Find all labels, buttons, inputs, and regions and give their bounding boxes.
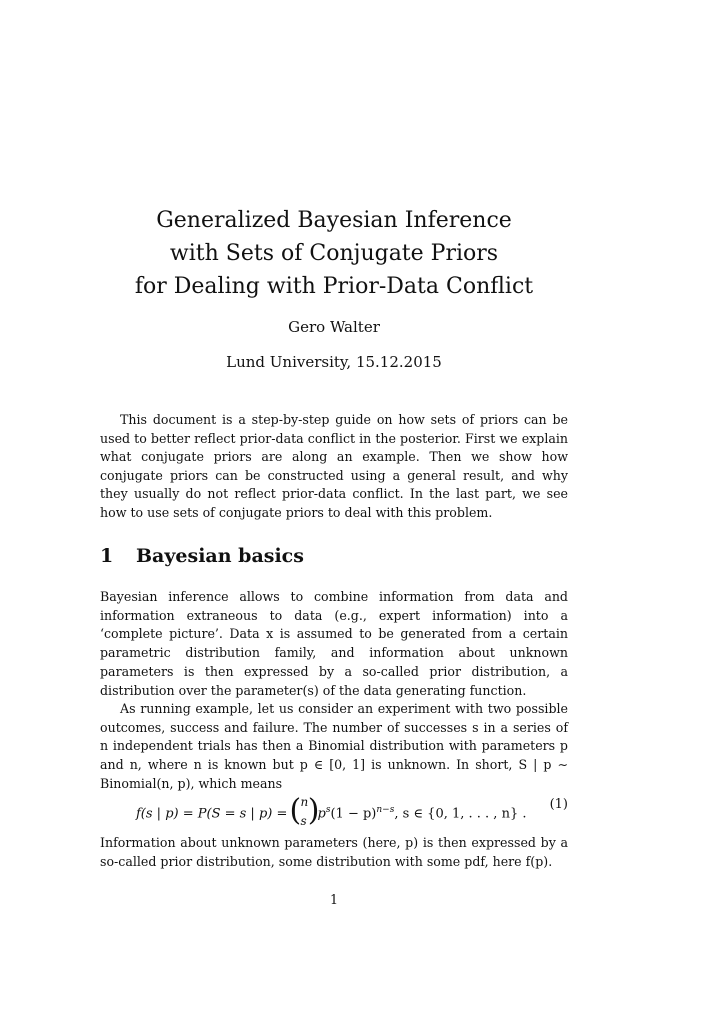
title-line-1: Generalized Bayesian Inference: [156, 208, 512, 233]
equation-body: [136, 793, 527, 831]
section-title: Bayesian basics: [136, 545, 304, 567]
equation-one-minus-p: (1 − p): [330, 806, 377, 822]
equation-p-exponent: s: [325, 805, 331, 816]
paragraph-running-example: As running example, let us consider an experiment with two possible outcomes, success and failure. The number of successes s in a series of n independent trials has then a Binomial distribution with parameters p and n, where n is known but p ∈ [0, 1] is unknown. In short, S | p ∼ Binomial(n, p), which means: [100, 701, 568, 791]
abstract: This document is a step-by-step guide on how sets of priors can be used to better reflect prior-data conflict in the posterior. First we explain what conjugate priors are along an example. Then we show how conjugate priors can be constructed using a general result, and why they usually do not reflect prior-data conflict. In the last part, we see how to use sets of conjugate priors to deal with this problem.: [100, 412, 568, 520]
binomial-coefficient: ( n s ): [289, 793, 320, 828]
paragraph-bayesian-inference: Bayesian inference allows to combine information from data and information extraneous to data (e.g., expert information) into a ‘complete picture’. Data x is assumed to be generated from a certain parametric distribution family, and information about unknown parameters is then expressed by a so-called prior distribution, a distribution over the parameter(s) of the data generating function.: [100, 589, 568, 698]
section-number: 1: [100, 545, 114, 567]
affiliation-date: Lund University, 15.12.2015: [226, 353, 442, 371]
equation-number: (1): [549, 797, 568, 812]
equation-domain: , s ∈ {0, 1, . . . , n} .: [394, 806, 527, 822]
section-heading: [100, 545, 304, 567]
paragraph-prior-distribution: Information about unknown parameters (here, p) is then expressed by a so-called prior distribution, some distribution with some pdf, here f(p).: [100, 835, 568, 869]
title-line-3: for Dealing with Prior-Data Conflict: [134, 274, 534, 299]
binom-top: n: [300, 795, 309, 809]
equation-p: p: [317, 806, 326, 822]
binom-bottom: s: [300, 814, 307, 828]
title-line-2: with Sets of Conjugate Priors: [169, 241, 499, 266]
author-name: Gero Walter: [288, 318, 380, 336]
page-number: 1: [329, 892, 338, 907]
equation-binomial-pmf: [100, 789, 568, 829]
equation-exponent: n−s: [376, 805, 395, 816]
paper-title: [0, 204, 668, 303]
equation-lhs: f(s | p) = P(S = s | p) =: [136, 806, 288, 822]
